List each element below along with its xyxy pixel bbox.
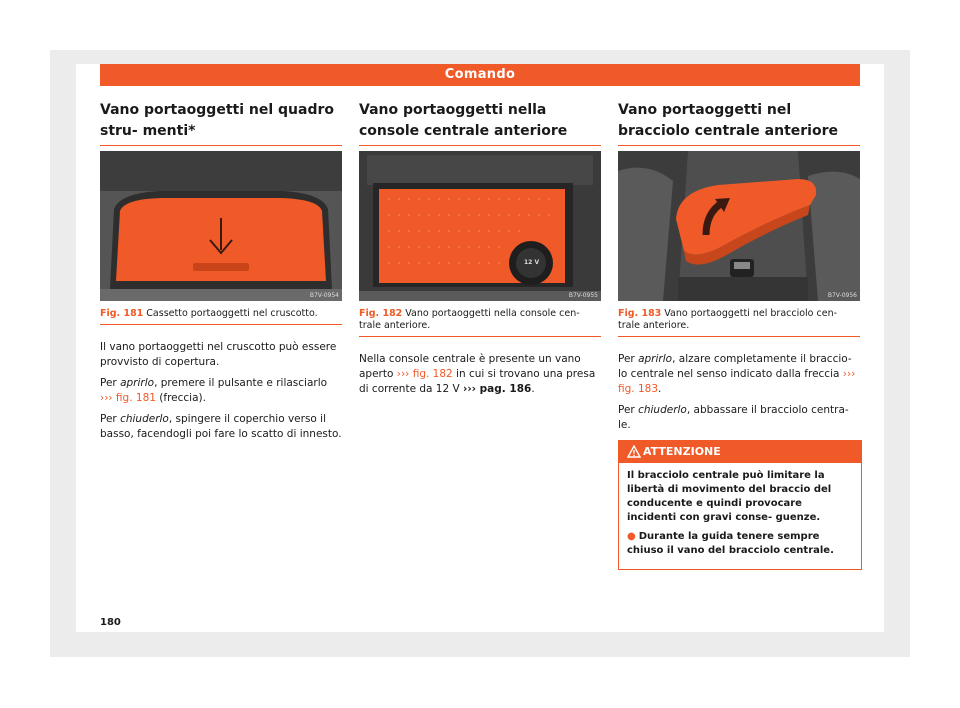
paragraph <box>100 376 342 406</box>
paragraph: Il vano portaoggetti nel cruscotto può essere provvisto di copertura. <box>100 341 337 368</box>
text: Per <box>100 413 121 425</box>
figure-reference-link[interactable]: ››› fig. 182 <box>396 368 453 380</box>
caption-text: Cassetto portaoggetti nel cruscotto. <box>146 308 318 319</box>
text: , alzare completamente il braccio- lo centrale nel senso indicato dalla freccia <box>618 353 852 380</box>
page-number: 180 <box>100 617 121 628</box>
section-header: Comando <box>100 64 860 86</box>
bullet-icon: ● <box>627 531 636 542</box>
caption-rule <box>100 324 342 325</box>
warning-header <box>619 441 861 463</box>
caption-181 <box>100 308 342 320</box>
figure-182 <box>359 151 601 301</box>
warning-title: ATTENZIONE <box>643 445 721 458</box>
text: (freccia). <box>155 392 206 404</box>
heading-2: Vano portaoggetti nella console centrale anteriore <box>359 96 601 146</box>
emphasis: chiuderlo <box>638 404 687 416</box>
body-text-1 <box>100 340 342 448</box>
heading-3: Vano portaoggetti nel bracciolo centrale anteriore <box>618 96 860 146</box>
bullet-text: Durante la guida tenere sempre chiuso il vano del bracciolo centrale. <box>627 531 834 556</box>
socket-label: 12 V <box>524 259 540 266</box>
warning-box <box>618 440 862 570</box>
text: Nella console centrale è presente un vano aperto <box>359 353 581 380</box>
body-text-2 <box>359 352 601 403</box>
text: in cui si trovano una presa di corrente da 12 V <box>359 368 596 395</box>
warning-body <box>619 463 861 569</box>
figure-183 <box>618 151 860 301</box>
text: , premere il pulsante e rilasciarlo <box>154 377 328 389</box>
caption-183 <box>618 308 860 332</box>
warning-text: Il bracciolo centrale può limitare la libertà di movimento del braccio del conducente e quindi provocare incidenti con gravi conse- guenze. <box>627 470 832 523</box>
figure-code: B7V-0954 <box>309 292 339 299</box>
caption-text: Vano portaoggetti nel bracciolo cen- trale anteriore. <box>618 308 838 331</box>
warning-bullet <box>627 530 853 558</box>
figure-number: Fig. 183 <box>618 308 662 319</box>
heading-1: Vano portaoggetti nel quadro stru- menti* <box>100 96 342 146</box>
figure-code: B7V-0956 <box>827 292 857 299</box>
column-1 <box>100 96 342 440</box>
page-reference-link[interactable]: ››› pag. 186 <box>463 383 532 395</box>
text: . <box>531 383 535 395</box>
emphasis: chiuderlo <box>120 413 169 425</box>
emphasis: aprirlo <box>638 353 673 365</box>
figure-code: B7V-0955 <box>568 292 598 299</box>
paragraph <box>618 352 860 397</box>
figure-181 <box>100 151 342 301</box>
caption-rule <box>618 336 860 337</box>
text: Per <box>100 377 121 389</box>
emphasis: aprirlo <box>120 377 155 389</box>
figure-reference-link[interactable]: ››› fig. 181 <box>100 392 156 404</box>
paragraph <box>100 412 342 442</box>
figure-number: Fig. 182 <box>359 308 403 319</box>
caption-text: Vano portaoggetti nella console cen- trale anteriore. <box>359 308 580 331</box>
caption-182 <box>359 308 601 332</box>
figure-number: Fig. 181 <box>100 308 144 319</box>
text: . <box>658 383 662 395</box>
text: Per <box>618 404 639 416</box>
figure-reference-link[interactable]: ››› fig. 183 <box>618 368 856 395</box>
column-3 <box>618 96 860 556</box>
column-2 <box>359 96 601 395</box>
paragraph <box>359 352 601 397</box>
text: Per <box>618 353 639 365</box>
text: , abbassare il bracciolo centra- le. <box>618 404 849 431</box>
paragraph <box>618 403 860 433</box>
caption-rule <box>359 336 601 337</box>
warning-triangle-icon <box>627 445 641 458</box>
text: , spingere il coperchio verso il basso, facendogli poi fare lo scatto di innesto. <box>100 413 342 440</box>
body-text-3 <box>618 352 860 439</box>
